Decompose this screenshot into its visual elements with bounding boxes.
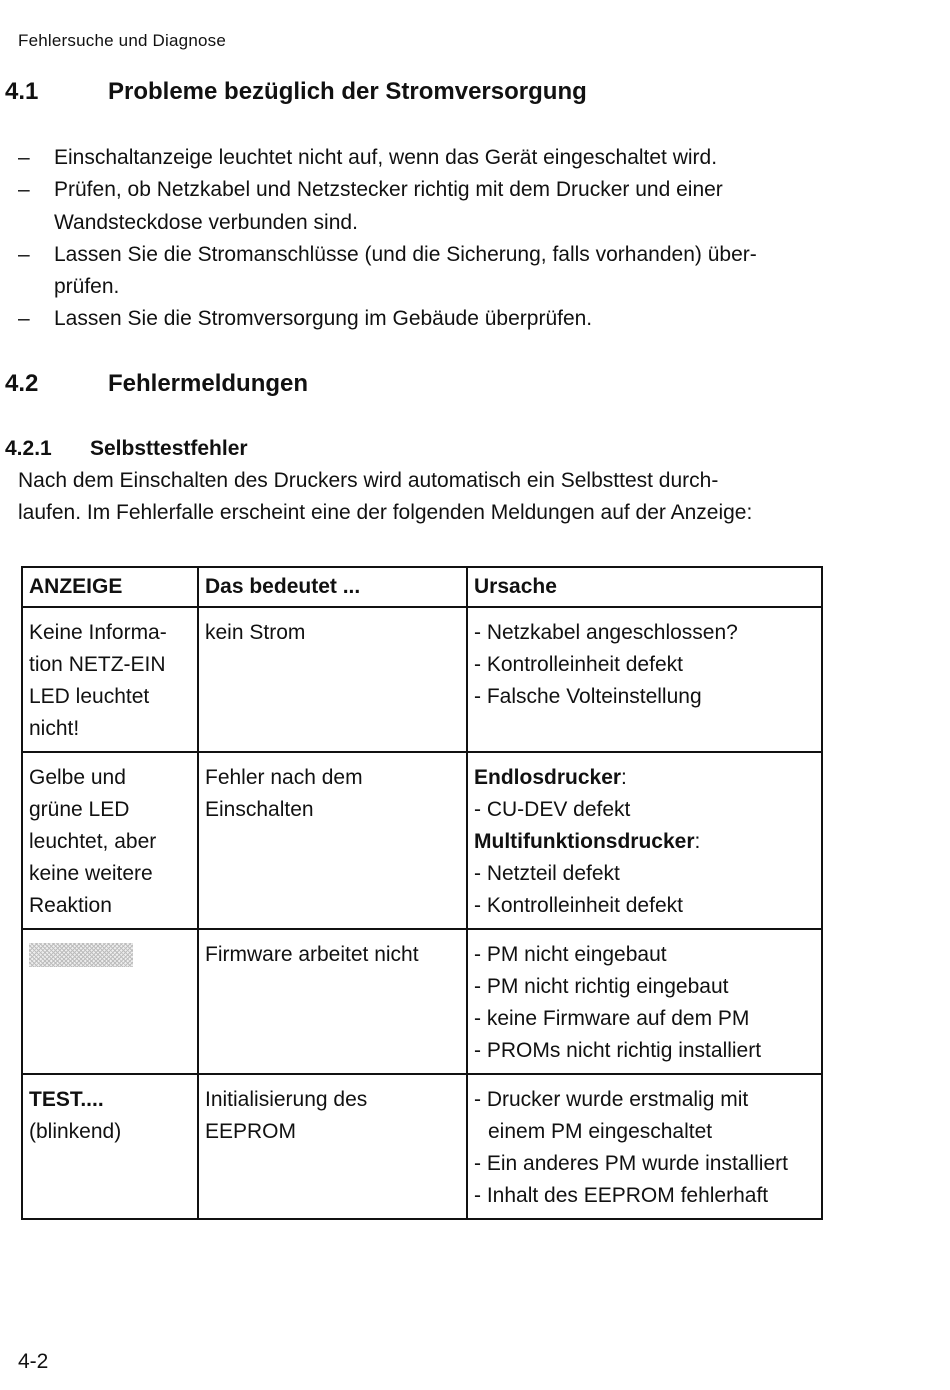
list-item: [18, 142, 818, 174]
section-number: 4.1: [5, 78, 39, 105]
cell-line: Firmware arbeitet nicht: [205, 943, 419, 966]
bedeutung-cell: [198, 752, 467, 929]
cell-line: grüne LED: [29, 798, 130, 821]
bedeutung-cell: [198, 607, 467, 752]
dash-bullet: –: [18, 242, 30, 266]
cell-line: - keine Firmware auf dem PM: [474, 1007, 750, 1030]
cell-line: kein Strom: [205, 621, 306, 644]
page-number: 4-2: [18, 1350, 49, 1373]
cell-line: keine weitere: [29, 862, 153, 885]
cell-line: Initialisierung des: [205, 1088, 368, 1111]
cell-line: - Netzteil defekt: [474, 862, 620, 885]
list-item: [18, 303, 818, 335]
colon: :: [621, 766, 627, 789]
cell-line: - CU-DEV defekt: [474, 798, 631, 821]
subsection-heading-4-2-1: [5, 437, 248, 461]
cell-line: - Kontrolleinheit defekt: [474, 653, 683, 676]
table-row: [22, 752, 822, 929]
colon: :: [694, 830, 701, 853]
cell-line: - Inhalt des EEPROM fehlerhaft: [474, 1184, 769, 1207]
cell-line: einem PM eingeschaltet: [488, 1120, 713, 1143]
cell-line: Gelbe und: [29, 766, 126, 789]
column-header-bedeutung: Das bedeutet ...: [198, 567, 467, 607]
anzeige-cell: [22, 1074, 198, 1219]
ursache-cell: [467, 607, 822, 752]
list-item-text: Wandsteckdose verbunden sind.: [54, 210, 358, 234]
section-title: Fehlermeldungen: [108, 370, 309, 397]
cell-line: [474, 762, 815, 794]
table-header-row: [22, 567, 822, 607]
section-heading-4-1: [5, 78, 587, 106]
self-test-error-table: [21, 566, 823, 1220]
hatched-display-block: [29, 943, 133, 967]
cell-line: - Kontrolleinheit defekt: [474, 894, 683, 917]
cell-line: Einschalten: [205, 798, 314, 821]
ursache-cell: [467, 1074, 822, 1219]
dash-bullet: –: [18, 178, 30, 202]
cell-line: EEPROM: [205, 1120, 297, 1143]
cell-line: - PROMs nicht richtig installiert: [474, 1039, 762, 1062]
cell-line: leuchtet, aber: [29, 830, 157, 853]
printer-type-label: Endlosdrucker: [474, 766, 622, 789]
section-heading-4-2: [5, 370, 308, 398]
subsection-number: 4.2.1: [5, 437, 52, 460]
cell-line: Reaktion: [29, 894, 112, 917]
cell-line: (blinkend): [29, 1120, 122, 1143]
list-item-text: Einschaltanzeige leuchtet nicht auf, wenn das Gerät eingeschaltet wird.: [54, 146, 718, 169]
list-item: [18, 174, 818, 239]
column-header-ursache: Ursache: [467, 567, 822, 607]
display-text: TEST....: [29, 1088, 104, 1111]
cell-line: Fehler nach dem: [205, 766, 363, 789]
section-number: 4.2: [5, 370, 39, 397]
table-row: [22, 929, 822, 1074]
anzeige-cell: [22, 929, 198, 1074]
intro-line: laufen. Im Fehlerfalle erscheint eine der folgenden Meldungen auf der Anzeige:: [18, 501, 753, 525]
cell-line: [474, 826, 815, 858]
cell-line: - Falsche Volteinstellung: [474, 685, 702, 708]
list-item: [18, 239, 818, 304]
cell-line: LED leuchtet: [29, 685, 150, 708]
ursache-cell: [467, 752, 822, 929]
subsection-title: Selbsttestfehler: [90, 437, 248, 460]
table-row: [22, 1074, 822, 1219]
intro-paragraph: [18, 465, 818, 530]
running-header: Fehlersuche und Diagnose: [18, 31, 226, 50]
section-title: Probleme bezüglich der Stromversorgung: [108, 78, 587, 105]
anzeige-cell: [22, 752, 198, 929]
bedeutung-cell: [198, 929, 467, 1074]
cell-line: - PM nicht richtig eingebaut: [474, 975, 729, 998]
list-item-text: Lassen Sie die Stromanschlüsse (und die Sicherung, falls vorhanden) über-: [54, 242, 757, 266]
list-item-text: Lassen Sie die Stromversorgung im Gebäude überprüfen.: [54, 307, 593, 331]
cell-line: - Netzkabel angeschlossen?: [474, 621, 738, 644]
bedeutung-cell: [198, 1074, 467, 1219]
dash-bullet: –: [18, 146, 30, 169]
ursache-cell: [467, 929, 822, 1074]
cell-line: tion NETZ-EIN: [29, 653, 166, 676]
cell-line: - PM nicht eingebaut: [474, 943, 667, 966]
list-item-text: prüfen.: [54, 275, 120, 299]
intro-line: Nach dem Einschalten des Druckers wird automatisch ein Selbsttest durch-: [18, 469, 719, 492]
cell-line: - Drucker wurde erstmalig mit: [474, 1088, 749, 1111]
anzeige-cell: [22, 607, 198, 752]
cell-line: - Ein anderes PM wurde installiert: [474, 1152, 788, 1175]
column-header-anzeige: ANZEIGE: [22, 567, 198, 607]
cell-line: nicht!: [29, 717, 80, 740]
list-item-text: Prüfen, ob Netzkabel und Netzstecker richtig mit dem Drucker und einer: [54, 178, 723, 202]
table-row: [22, 607, 822, 752]
cell-line: Keine Informa-: [29, 621, 167, 644]
power-problem-list: [18, 142, 818, 336]
printer-type-label: Multifunktionsdrucker: [474, 830, 695, 853]
dash-bullet: –: [18, 307, 30, 331]
